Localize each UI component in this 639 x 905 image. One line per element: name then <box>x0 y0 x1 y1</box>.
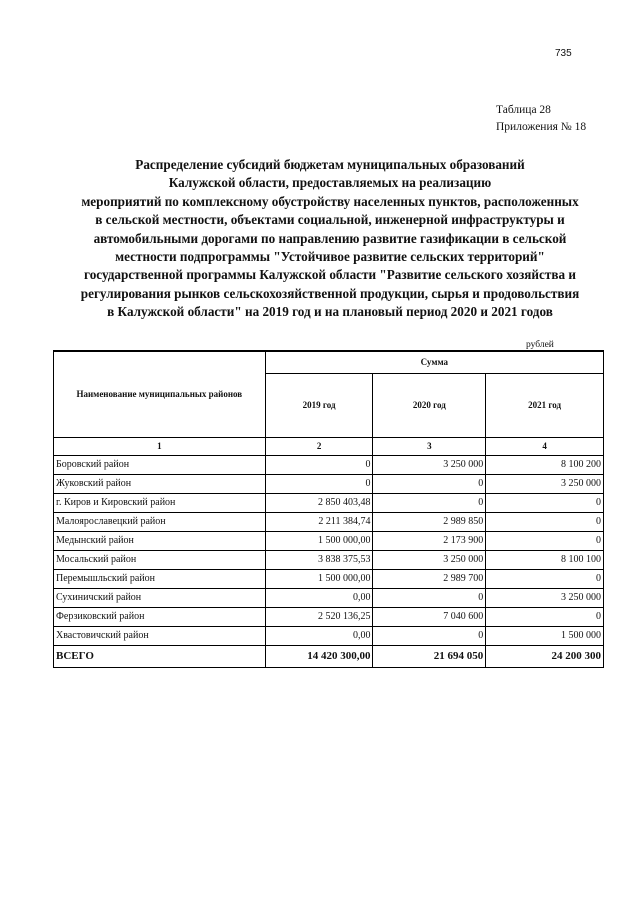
column-number: 2 <box>265 437 373 455</box>
table-row <box>54 531 604 550</box>
total-2019: 14 420 300,00 <box>265 645 373 667</box>
header-municipality-name: Наименование муниципальных районов <box>54 351 266 437</box>
amount-2021: 0 <box>486 531 604 550</box>
header-year-2019: 2019 год <box>265 373 373 437</box>
table-row <box>54 512 604 531</box>
amount-2020: 2 989 850 <box>373 512 486 531</box>
header-sum: Сумма <box>265 351 603 373</box>
amount-2019: 1 500 000,00 <box>265 569 373 588</box>
table-row <box>54 550 604 569</box>
document-title <box>40 156 620 322</box>
amount-2021: 0 <box>486 512 604 531</box>
title-line: местности подпрограммы "Устойчивое развитие сельских территорий" <box>115 249 545 265</box>
district-name: Малоярославецкий район <box>54 512 266 531</box>
amount-2019: 2 211 384,74 <box>265 512 373 531</box>
amount-2021: 3 250 000 <box>486 588 604 607</box>
amount-2020: 2 173 900 <box>373 531 486 550</box>
table-row <box>54 455 604 474</box>
subsidies-table <box>53 350 604 668</box>
title-line: государственной программы Калужской области "Развитие сельского хозяйства и <box>84 267 576 283</box>
amount-2019: 0 <box>265 474 373 493</box>
amount-2020: 7 040 600 <box>373 607 486 626</box>
district-name: Жуковский район <box>54 474 266 493</box>
amount-2020: 3 250 000 <box>373 550 486 569</box>
amount-2020: 3 250 000 <box>373 455 486 474</box>
column-number: 3 <box>373 437 486 455</box>
amount-2020: 0 <box>373 474 486 493</box>
total-label: ВСЕГО <box>54 645 266 667</box>
title-line: мероприятий по комплексному обустройству населенных пунктов, расположенных <box>81 193 579 209</box>
amount-2021: 8 100 100 <box>486 550 604 569</box>
appendix-label: Приложения № 18 <box>496 121 587 133</box>
header-year-2021: 2021 год <box>486 373 604 437</box>
amount-2020: 2 989 700 <box>373 569 486 588</box>
table-caption <box>496 102 586 136</box>
total-row <box>54 645 604 667</box>
table-row <box>54 607 604 626</box>
table-row <box>54 474 604 493</box>
table-row <box>54 588 604 607</box>
district-name: Мосальский район <box>54 550 266 569</box>
district-name: Перемышльский район <box>54 569 266 588</box>
title-line: Калужской области, предоставляемых на реализацию <box>168 175 492 191</box>
total-2021: 24 200 300 <box>486 645 604 667</box>
amount-2020: 0 <box>373 626 486 645</box>
table-row <box>54 569 604 588</box>
title-line: Распределение субсидий бюджетам муниципальных образований <box>135 157 525 172</box>
table-number-label: Таблица 28 <box>496 104 551 116</box>
page-number: 735 <box>555 48 572 59</box>
amount-2019: 0,00 <box>265 626 373 645</box>
amount-2021: 0 <box>486 493 604 512</box>
table-row <box>54 626 604 645</box>
title-line: в Калужской области" на 2019 год и на плановый период 2020 и 2021 годов <box>107 304 553 320</box>
total-2020: 21 694 050 <box>373 645 486 667</box>
column-number: 1 <box>54 437 266 455</box>
amount-2021: 1 500 000 <box>486 626 604 645</box>
district-name: Хвастовичский район <box>54 626 266 645</box>
district-name: г. Киров и Кировский район <box>54 493 266 512</box>
units-label: рублей <box>526 340 554 350</box>
amount-2021: 8 100 200 <box>486 455 604 474</box>
amount-2019: 3 838 375,53 <box>265 550 373 569</box>
table-row <box>54 493 604 512</box>
amount-2021: 3 250 000 <box>486 474 604 493</box>
district-name: Сухиничский район <box>54 588 266 607</box>
title-line: регулирования рынков сельскохозяйственной продукции, сырья и продовольствия <box>80 285 580 301</box>
amount-2021: 0 <box>486 569 604 588</box>
title-line: в сельской местности, объектами социальной, инженерной инфраструктуры и <box>95 212 565 228</box>
district-name: Медынский район <box>54 531 266 550</box>
title-line: автомобильными дорогами по направлению развитие газификации в сельской <box>93 230 567 246</box>
amount-2020: 0 <box>373 493 486 512</box>
district-name: Ферзиковский район <box>54 607 266 626</box>
amount-2020: 0 <box>373 588 486 607</box>
amount-2019: 1 500 000,00 <box>265 531 373 550</box>
district-name: Боровский район <box>54 455 266 474</box>
amount-2019: 0 <box>265 455 373 474</box>
amount-2019: 2 520 136,25 <box>265 607 373 626</box>
amount-2021: 0 <box>486 607 604 626</box>
header-year-2020: 2020 год <box>373 373 486 437</box>
column-number: 4 <box>486 437 604 455</box>
amount-2019: 0,00 <box>265 588 373 607</box>
amount-2019: 2 850 403,48 <box>265 493 373 512</box>
